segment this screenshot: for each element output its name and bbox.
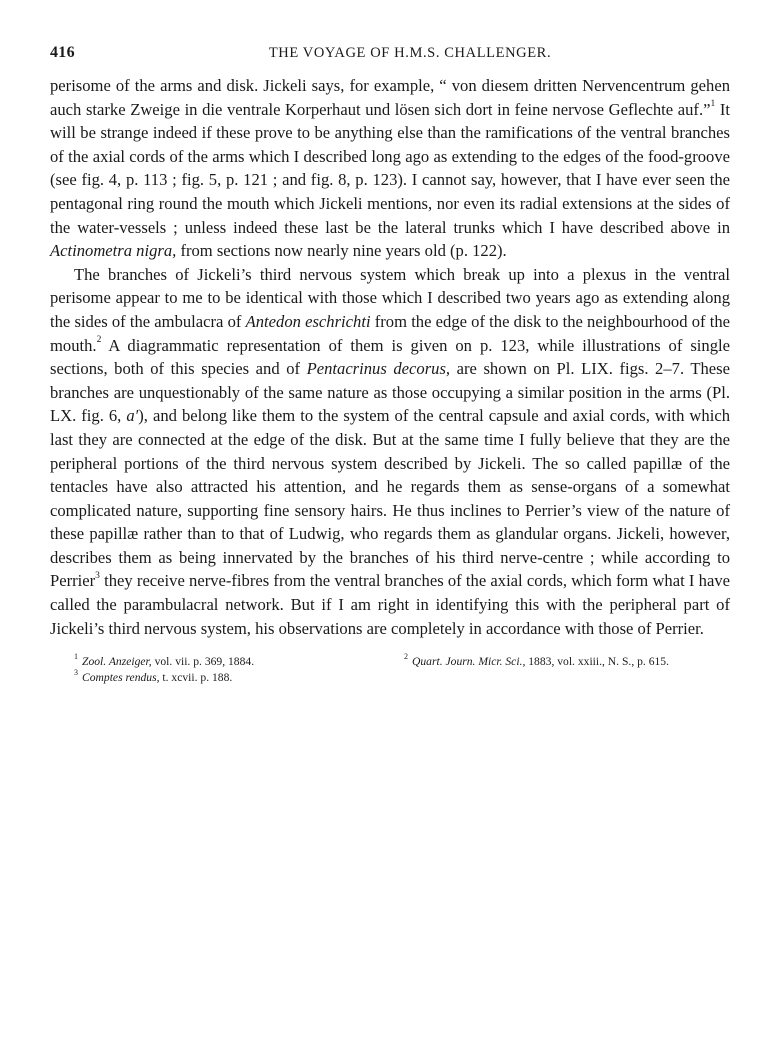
text-run: perisome of the arms and disk. Jickeli says, for example, “ von diesem dritten Nervencentrum gehen auch starke Zweige in die ventrale Korperhaut und lösen sich dort in feine nervose Geflechte auf.”: [50, 76, 730, 119]
text-run: from sections now nearly nine years old (p. 122).: [176, 241, 507, 261]
text-run: from the edge of the disk to the neighbourhood of the mouth.: [50, 311, 730, 355]
italic-text: Pentacrinus decorus,: [306, 359, 451, 379]
footnotes: [50, 654, 730, 694]
page: [50, 44, 730, 694]
footnote: [74, 654, 254, 670]
footnote-mark: 3: [74, 668, 78, 678]
footnote-mark: 2: [404, 652, 408, 662]
text-run: vol. vii. p. 369, 1884.: [151, 655, 255, 669]
footnote: [404, 654, 669, 670]
italic-text: Quart. Journ. Micr. Sci.,: [412, 655, 526, 669]
italic-text: Actinometra nigra,: [50, 241, 177, 261]
page-number: 416: [50, 44, 75, 61]
running-head: [50, 44, 730, 72]
italic-text: a′: [126, 406, 139, 426]
paragraph: [50, 74, 730, 263]
footnote-ref: 1: [710, 99, 716, 110]
footnote-ref: 2: [96, 335, 102, 345]
text-run: The branches of Jickeli’s third nervous system which break up into a plexus in the ventral perisome appear to me to be identical with those which I described two years ago as extending along the sides of the ambulacra of: [50, 264, 730, 331]
italic-text: Antedon eschrichti: [245, 311, 371, 331]
text-run: A diagrammatic representation of them is given on p. 123, while illustrations of single sections, both of this species and of: [50, 335, 730, 379]
text-run: they receive nerve-fibres from the ventral branches of the axial cords, which form what I have called the parambulacral network. But if I am right in identifying this with the peripheral part of Jickeli’s third nervous system, his observations are completely in accordance with those of Perrier.: [50, 571, 730, 638]
italic-text: Comptes rendus,: [82, 671, 160, 685]
paragraph: [50, 263, 730, 641]
text-run: 1883, vol. xxiii., N. S., p. 615.: [525, 655, 670, 669]
footnote: [74, 670, 232, 686]
body-text: [50, 74, 730, 640]
text-run: t. xcvii. p. 188.: [159, 671, 233, 685]
text-run: ), and belong like them to the system of the central capsule and axial cords, with which last they are connected at the edge of the disk. But at the same time I fully believe that they are the peripheral portions of the third nervous system described by Jickeli. The so called papillæ of the tentacles have also attracted his attention, and he regards them as sense-organs of a somewhat complicated nature, supporting fine sensory hairs. He thus inclines to Perrier’s view of the nature of these papillæ rather than to that of Ludwig, who regards them as glandular organs. Jickeli, however, describes them as being innervated by the branches of his third nerve-centre ; while according to Perrier: [50, 406, 730, 591]
text-run: It will be strange indeed if these prove to be anything else than the ramifications of the ventral branches of the axial cords of the arms which I described long ago as extending to the edges of the food-groove (see fig. 4, p. 113 ; fig. 5, p. 121 ; and fig. 8, p. 123). I cannot say, however, that I have ever seen the pentagonal ring round the mouth which Jickeli mentions, nor even its radial extensions at the sides of the water-vessels ; unless indeed these last be the lateral trunks which I have described above in: [50, 99, 730, 237]
text-run: are shown on Pl. LIX. figs. 2–7. These branches are unquestionably of the same nature as those occupying a similar position in the arms (Pl. LX. fig. 6,: [50, 359, 730, 426]
footnote-mark: 1: [74, 652, 78, 662]
italic-text: Zool. Anzeiger,: [82, 655, 152, 669]
footnote-ref: 3: [95, 570, 100, 581]
running-title: THE VOYAGE OF H.M.S. CHALLENGER.: [268, 45, 552, 61]
